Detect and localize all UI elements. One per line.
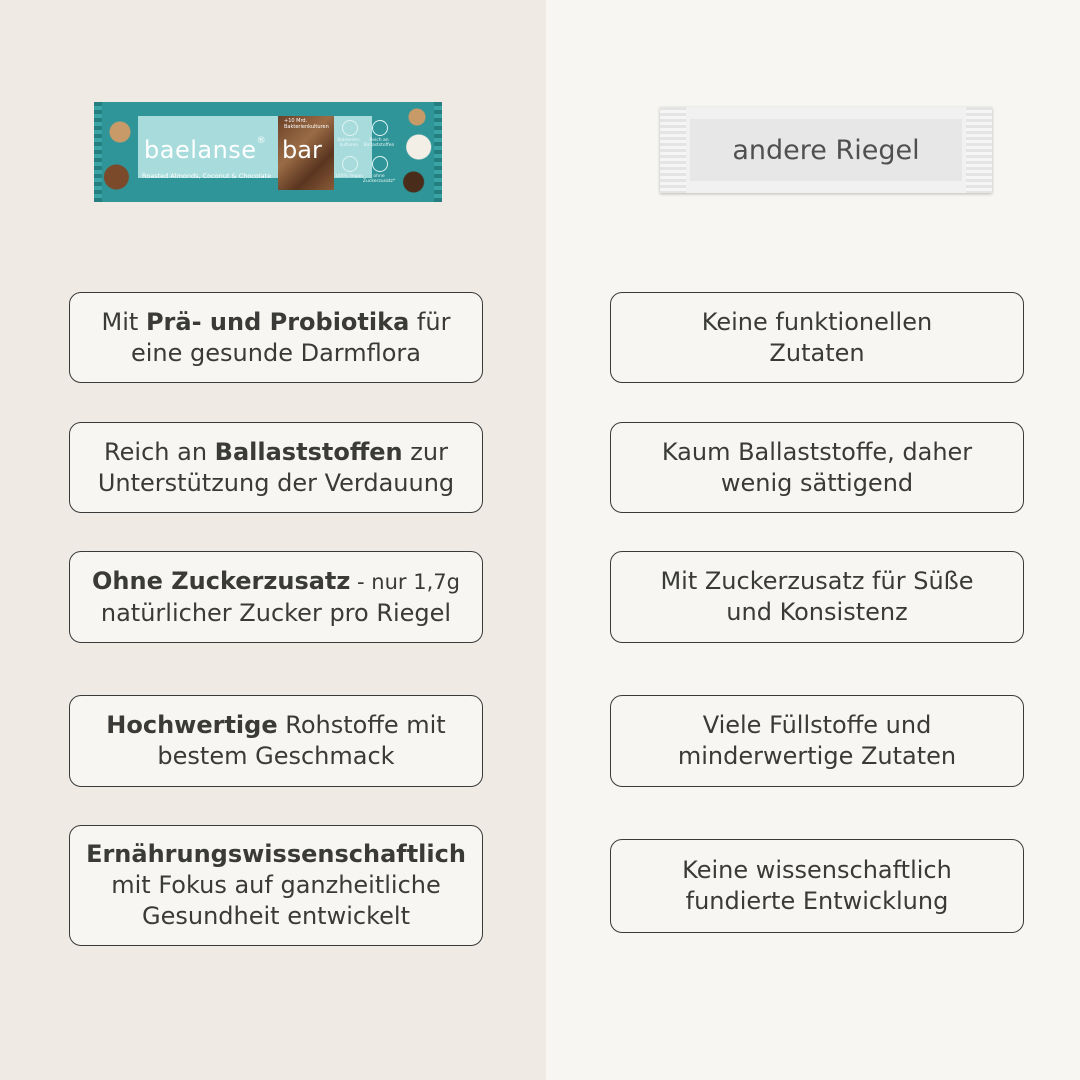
text: Reich an	[104, 437, 215, 466]
bar-flavor: Roasted Almonds, Coconut & Chocolate	[142, 172, 272, 180]
other-bar-label: andere Riegel	[690, 119, 962, 181]
fiber-icon	[372, 120, 388, 136]
text: mit Fokus auf ganzheitliche	[111, 871, 441, 899]
text: Keine wissenschaftlich	[682, 856, 952, 884]
text: zur	[402, 437, 448, 466]
text: Rohstoffe mit	[277, 711, 446, 739]
bar-icon-grid	[334, 116, 408, 190]
baelanse-benefit-science	[69, 825, 483, 946]
text: Mit	[101, 307, 146, 336]
text: bestem Geschmack	[157, 742, 395, 770]
other-bar-image	[660, 107, 992, 193]
bar-brand-logo: baelanse®	[144, 136, 267, 164]
bar-icon-label: Bakterien-kulturen	[337, 138, 361, 148]
coconut-decoration	[400, 102, 434, 202]
bacteria-icon	[342, 120, 358, 136]
other-drawback-fillers	[610, 695, 1024, 787]
other-drawback-sugar	[610, 551, 1024, 643]
text: und Konsistenz	[726, 598, 908, 626]
baelanse-benefit-probiotics	[69, 292, 483, 383]
text: fundierte Entwicklung	[685, 887, 949, 915]
bar-claim: +10 Mrd. Bakterienkulturen	[284, 118, 329, 130]
text: Mit Zuckerzusatz für Süße	[660, 567, 974, 595]
highlight: Ohne Zuckerzusatz	[92, 566, 351, 595]
nut-decoration	[102, 102, 138, 202]
highlight: Ballaststoffen	[214, 437, 403, 466]
other-drawback-ingredients	[610, 292, 1024, 383]
baelanse-benefit-sugar	[69, 551, 483, 643]
other-drawback-fiber	[610, 422, 1024, 513]
baelanse-bar-image	[94, 102, 442, 202]
text: - nur 1,7g	[350, 569, 460, 594]
text: natürlicher Zucker pro Riegel	[100, 598, 452, 627]
other-drawback-science	[610, 839, 1024, 933]
bar-icon-label: 100% Vegan	[334, 174, 364, 179]
highlight: Hochwertige	[106, 711, 278, 739]
text: Viele Füllstoffe und	[702, 711, 932, 739]
baelanse-benefit-quality	[69, 695, 483, 787]
text: eine gesunde Darmflora	[131, 338, 421, 367]
text: Zutaten	[769, 338, 865, 367]
highlight: Prä- und Probiotika	[145, 307, 410, 336]
highlight: Ernährungswissenschaftlich	[86, 840, 466, 868]
text: wenig sättigend	[720, 468, 914, 497]
bar-word: bar	[282, 136, 322, 164]
vegan-icon	[342, 156, 358, 172]
text: Kaum Ballaststoffe, daher	[661, 437, 973, 466]
text: minderwertige Zutaten	[677, 742, 957, 770]
bar-icon-label: Reich an Ballaststoffen	[363, 138, 395, 148]
bar-icon-label: ohne Zuckerzusatz*	[362, 174, 396, 184]
no-sugar-icon	[372, 156, 388, 172]
baelanse-benefit-fiber	[69, 422, 483, 513]
text: Keine funktionellen	[701, 307, 933, 336]
text: Unterstützung der Verdauung	[97, 468, 455, 497]
text: für	[409, 307, 451, 336]
text: Gesundheit entwickelt	[142, 902, 410, 930]
